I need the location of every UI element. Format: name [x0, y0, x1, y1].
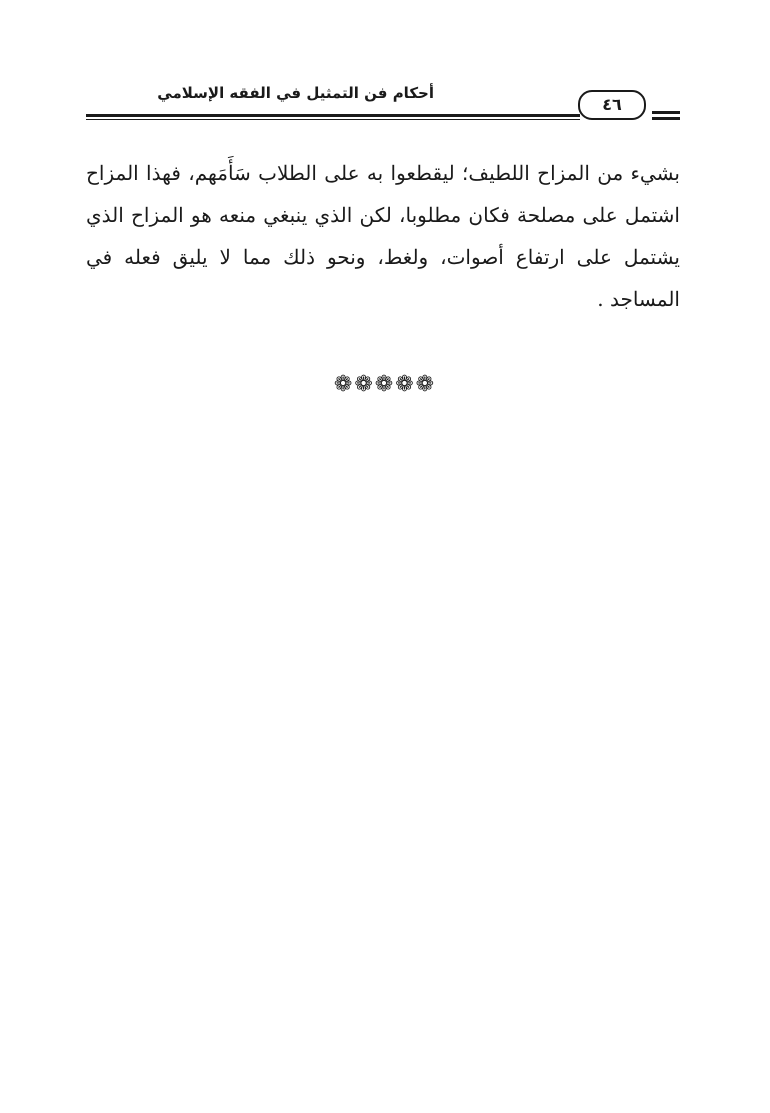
header-rule-thick — [86, 114, 580, 117]
header-rule-right-top — [652, 111, 680, 114]
page-number: ٤٦ — [578, 90, 646, 120]
header-rule-thin — [86, 119, 580, 120]
running-title: أحكام فن التمثيل في الفقه الإسلامي — [157, 84, 434, 102]
header-rule-right-bottom — [652, 117, 680, 120]
page-header — [86, 84, 680, 124]
section-end-ornament: ❁❁❁❁❁ — [333, 372, 437, 397]
body-paragraph: بشيء من المزاح اللطيف؛ ليقطعوا به على الطلاب سَأَمَهم، فهذا المزاح اشتمل على مصلحة فكان مطلوبا، لكن الذي ينبغي منعه هو المزاح الذي يشتمل على ارتفاع أصوات، ولغط، ونحو ذلك مما لا يليق فعله في المساجد . — [86, 161, 680, 311]
